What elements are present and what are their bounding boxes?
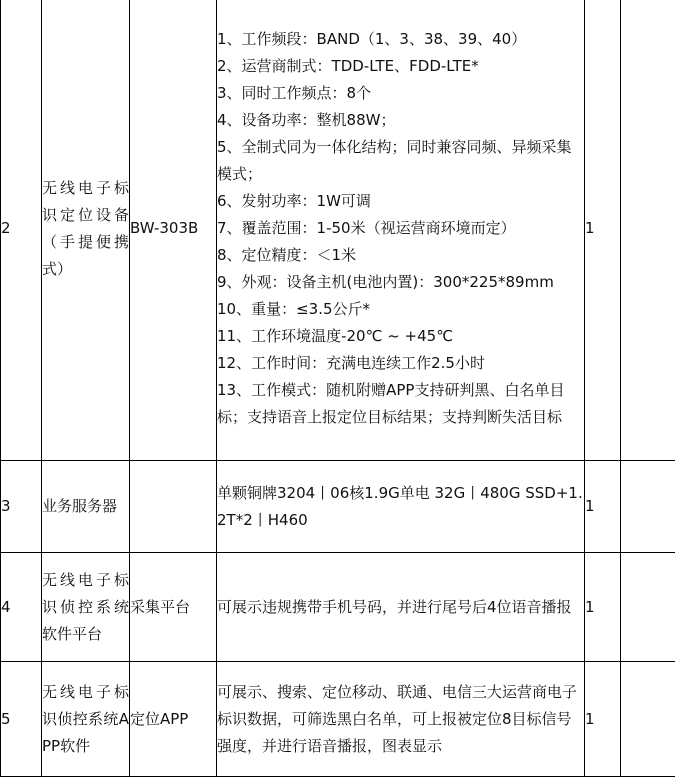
item-spec [217,662,585,777]
spec-line: 2、运营商制式：TDD-LTE、FDD-LTE* [217,53,584,80]
item-spec [217,553,585,662]
item-name: 无线电子标识侦控系统软件平台 [42,553,130,662]
spec-line: 6、发射功率：1W可调 [217,188,584,215]
row-index: 4 [1,553,42,662]
spec-line: 可展示违规携带手机号码，并进行尾号后4位语音播报 [217,594,584,621]
item-model [130,461,217,553]
item-name: 无线电子标识定位设备（手提便携式） [42,0,130,461]
row-index: 3 [1,461,42,553]
item-quantity: 1 [585,662,621,777]
spec-line: 7、覆盖范围：1-50米（视运营商环境而定） [217,215,584,242]
item-model: BW-303B [130,0,217,461]
spec-line: 13、工作模式：随机附赠APP支持研判黑、白名单目标；支持语音上报定位目标结果；支持判断失活目标 [217,377,584,431]
extra-cell [621,0,675,461]
table-row [1,461,675,553]
table-row [1,662,675,777]
spec-line: 9、外观：设备主机(电池内置)：300*225*89mm [217,269,584,296]
table-row [1,0,675,461]
item-name: 无线电子标识侦控系统APP软件 [42,662,130,777]
spec-line: 1、工作频段：BAND（1、3、38、39、40） [217,26,584,53]
spec-line: 10、重量：≤3.5公斤* [217,296,584,323]
item-model: 采集平台 [130,553,217,662]
spec-line: 12、工作时间：充满电连续工作2.5小时 [217,350,584,377]
item-quantity: 1 [585,0,621,461]
row-index: 5 [1,662,42,777]
extra-cell [621,662,675,777]
item-model: 定位APP [130,662,217,777]
spec-line: 4、设备功率：整机88W； [217,107,584,134]
item-name: 业务服务器 [42,461,130,553]
row-index: 2 [1,0,42,461]
item-quantity: 1 [585,461,621,553]
item-spec [217,461,585,553]
table-row [1,553,675,662]
spec-line: 5、全制式同为一体化结构；同时兼容同频、异频采集模式； [217,134,584,188]
spec-line: 11、工作环境温度-20℃ ~ +45℃ [217,323,584,350]
extra-cell [621,553,675,662]
item-quantity: 1 [585,553,621,662]
extra-cell [621,461,675,553]
spec-line: 单颗铜牌3204丨06核1.9G单电 32G丨480G SSD+1.2T*2丨H460 [217,480,584,534]
item-spec [217,0,585,461]
spec-line: 可展示、搜索、定位移动、联通、电信三大运营商电子标识数据，可筛选黑白名单，可上报被定位8目标信号强度，并进行语音播报，图表显示 [217,679,584,760]
spec-line: 8、定位精度：＜1米 [217,242,584,269]
spec-line: 3、同时工作频点：8个 [217,80,584,107]
